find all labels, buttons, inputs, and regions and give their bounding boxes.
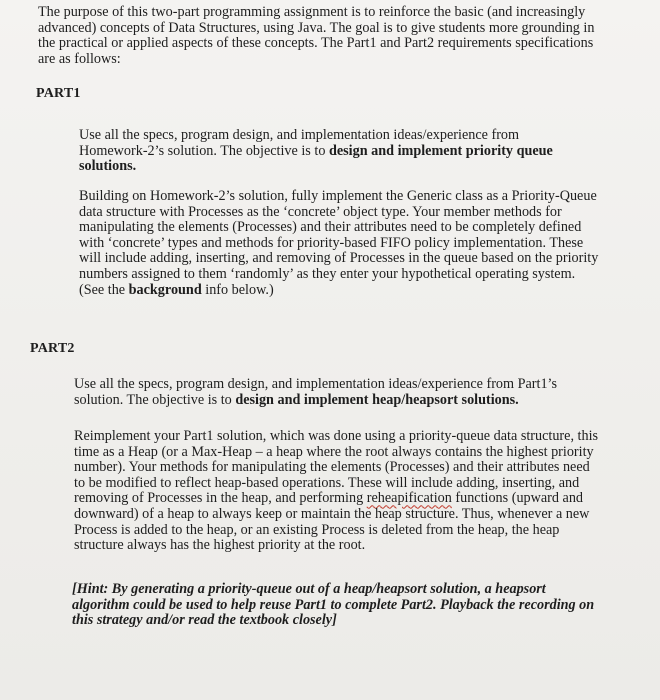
spellcheck-flagged-word: reheapification <box>366 490 452 507</box>
part2-heading: PART2 <box>30 341 75 356</box>
part2-paragraph-2-tail: functions (upward and downward) of a heap to always keep or maintain the heap structure. Thus, whenever a new Process is added to the heap, or an existing Process is deleted from the heap, the heap structure always has the highest priority at the root. <box>74 490 590 554</box>
part1-paragraph-2-text: Building on Homework-2’s solution, fully implement the Generic class as a Priority-Queue data structure with Processes as the ‘concrete’ object type. Your member methods for manipulating the elements (Processes) and their attributes need to be completely defined with ‘concrete’ types and methods for priority-based FIFO policy implementation. These will include adding, inserting, and removing of Processes in the queue based on the priority numbers assigned to them ‘randomly’ as they enter your hypothetical operating system. (See the <box>79 188 599 298</box>
part1-objective-bold: design and implement priority queue solutions. <box>79 142 553 175</box>
intro-paragraph: The purpose of this two-part programming assignment is to reinforce the basic (and increasingly advanced) concepts of Data Structures, using Java. The goal is to give students more grounding in the practical or applied aspects of these concepts. The Part1 and Part2 requirements specifications are as follows: <box>38 4 595 67</box>
part2-paragraph-2-text: Reimplement your Part1 solution, which was done using a priority-queue data structure, this time as a Heap (or a Max-Heap – a heap where the root always contains the highest priority number). Your methods for manipulating the elements (Processes) and their attributes need to be modified to reflect heap-based operations. These will include adding, inserting, and removing of Processes in the heap, and performing <box>74 428 599 507</box>
part2-paragraph-1-text: Use all the specs, program design, and implementation ideas/experience from Part1’s solution. The objective is to <box>74 376 558 408</box>
part1-paragraph-1-text: Use all the specs, program design, and implementation ideas/experience from Homework-2’s solution. The objective is to <box>79 127 520 159</box>
background-bold: background <box>128 281 202 298</box>
part2-paragraph-2 <box>74 429 604 554</box>
part2-objective-bold: design and implement heap/heapsort solutions. <box>235 391 519 408</box>
part1-paragraph-1 <box>79 128 579 175</box>
part1-paragraph-2 <box>79 189 599 298</box>
part1-paragraph-2-tail: info below.) <box>201 281 274 298</box>
part1-heading: PART1 <box>36 86 81 101</box>
hint-paragraph: [Hint: By generating a priority-queue out of a heap/heapsort solution, a heapsort algorithm could be used to help reuse Part1 to complete Part2. Playback the recording on this strategy and/or read the textbook closely] <box>72 581 595 629</box>
part2-paragraph-1 <box>74 377 594 408</box>
